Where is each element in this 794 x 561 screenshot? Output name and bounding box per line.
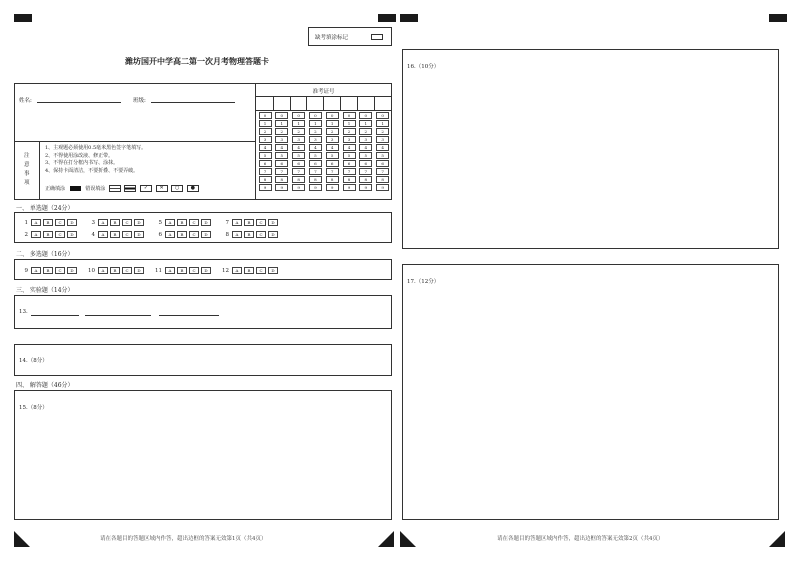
- q17-label: 17.（12分）: [407, 279, 440, 285]
- single-choice-option-bubble[interactable]: D: [268, 231, 278, 238]
- single-choice-option-bubble[interactable]: C: [189, 231, 199, 238]
- exam-id-digit-bubble[interactable]: 9: [259, 184, 272, 191]
- corner-triangle-bottom-center-right: [400, 531, 416, 547]
- exam-id-digit-bubble[interactable]: 9: [359, 184, 372, 191]
- exam-id-digit-bubble[interactable]: 3: [309, 136, 322, 143]
- exam-id-digit-bubble[interactable]: 3: [359, 136, 372, 143]
- wrong-fill-circle-icon: ○: [171, 185, 183, 192]
- single-choice-question-number: 3: [91, 219, 95, 226]
- multi-choice-option-bubble[interactable]: C: [55, 267, 65, 274]
- single-choice-option-bubble[interactable]: A: [98, 231, 108, 238]
- exam-id-write-divider: [357, 96, 358, 110]
- exam-id-digit-bubble[interactable]: 3: [275, 136, 288, 143]
- single-choice-option-bubble[interactable]: A: [31, 219, 41, 226]
- exam-id-digit-bubble[interactable]: 2: [309, 128, 322, 135]
- multi-choice-question: [220, 267, 280, 274]
- footer-page-2: 请在各题目的答题区域内作答，超出边框的答案无效第2页（共4页）: [497, 536, 664, 542]
- exam-id-digit-bubble[interactable]: 4: [259, 144, 272, 151]
- q16-answer-box[interactable]: [402, 49, 779, 249]
- exam-id-digit-bubble[interactable]: 8: [292, 176, 305, 183]
- corner-triangle-bottom-center-left: [378, 531, 394, 547]
- exam-id-digit-bubble[interactable]: 1: [292, 120, 305, 127]
- position-mark-top-center-left: [378, 14, 396, 22]
- exam-id-digit-bubble[interactable]: 4: [343, 144, 356, 151]
- exam-id-digit-bubble[interactable]: 7: [309, 168, 322, 175]
- single-choice-option-bubble[interactable]: C: [55, 231, 65, 238]
- exam-id-digit-bubble[interactable]: 6: [259, 160, 272, 167]
- exam-id-digit-bubble[interactable]: 6: [376, 160, 389, 167]
- q14-label: 14.（8分）: [19, 358, 48, 364]
- single-choice-option-bubble[interactable]: D: [134, 231, 144, 238]
- footer-page-1: 请在各题目的答题区域内作答，超出边框的答案无效第1页（共4页）: [100, 536, 267, 542]
- exam-id-digit-bubble[interactable]: 0: [259, 112, 272, 119]
- q16-label: 16.（10分）: [407, 64, 440, 70]
- section-multi-choice-heading: 二、 多选题（16分）: [16, 251, 74, 258]
- exam-id-digit-bubble[interactable]: 5: [275, 152, 288, 159]
- exam-id-digit-bubble[interactable]: 2: [259, 128, 272, 135]
- multi-choice-option-bubble[interactable]: B: [177, 267, 187, 274]
- exam-id-digit-bubble[interactable]: 2: [343, 128, 356, 135]
- single-choice-option-bubble[interactable]: B: [110, 231, 120, 238]
- exam-id-digit-bubble[interactable]: 9: [275, 184, 288, 191]
- single-choice-option-bubble[interactable]: C: [122, 219, 132, 226]
- exam-id-column: [374, 112, 392, 192]
- exam-id-digit-bubble[interactable]: 6: [275, 160, 288, 167]
- multi-choice-box: [14, 259, 392, 280]
- exam-id-digit-bubble[interactable]: 1: [376, 120, 389, 127]
- note-item: 3、不得在打分框内书写、涂抹。: [45, 160, 119, 166]
- exam-id-digit-bubble[interactable]: 4: [326, 144, 339, 151]
- section-single-choice-heading: 一、 单选题（24分）: [16, 205, 74, 212]
- single-choice-question: [220, 219, 280, 226]
- single-choice-option-bubble[interactable]: A: [98, 219, 108, 226]
- single-choice-option-bubble[interactable]: C: [55, 219, 65, 226]
- exam-id-digit-bubble[interactable]: 8: [343, 176, 356, 183]
- exam-id-digit-bubble[interactable]: 3: [343, 136, 356, 143]
- multi-choice-question-number: 9: [24, 267, 28, 274]
- exam-id-digit-bubble[interactable]: 6: [292, 160, 305, 167]
- multi-choice-question-number: 10: [88, 267, 95, 274]
- exam-id-digit-bubble[interactable]: 0: [292, 112, 305, 119]
- exam-id-digit-bubble[interactable]: 2: [326, 128, 339, 135]
- exam-id-digit-bubble[interactable]: 4: [292, 144, 305, 151]
- name-field[interactable]: [37, 96, 121, 103]
- exam-id-bubble-grid: [256, 112, 391, 198]
- notes-divider-v: [39, 141, 40, 199]
- q13-label: 13.: [19, 309, 28, 315]
- exam-id-digit-bubble[interactable]: 0: [275, 112, 288, 119]
- single-choice-option-bubble[interactable]: B: [110, 219, 120, 226]
- class-field[interactable]: [151, 96, 235, 103]
- single-choice-question-number: 7: [225, 219, 229, 226]
- single-choice-question-number: 8: [225, 231, 229, 238]
- exam-id-digit-bubble[interactable]: 8: [309, 176, 322, 183]
- correct-fill-sample: [70, 186, 81, 191]
- multi-choice-question: [19, 267, 79, 274]
- wrong-fill-check-icon: ✓: [140, 185, 152, 192]
- single-choice-option-bubble[interactable]: D: [201, 219, 211, 226]
- single-choice-question: [153, 219, 213, 226]
- exam-id-write-divider: [290, 96, 291, 110]
- exam-id-digit-bubble[interactable]: 7: [259, 168, 272, 175]
- class-label: 班级:: [133, 98, 146, 104]
- exam-id-digit-bubble[interactable]: 8: [259, 176, 272, 183]
- notes-side-label: [24, 152, 30, 188]
- name-label: 姓名:: [19, 98, 32, 104]
- single-choice-option-bubble[interactable]: D: [201, 231, 211, 238]
- single-choice-question: [19, 219, 79, 226]
- student-info-box: [14, 83, 392, 200]
- exam-id-digit-bubble[interactable]: 6: [343, 160, 356, 167]
- exam-id-digit-bubble[interactable]: 5: [309, 152, 322, 159]
- page-title: 潍坊国开中学高二第一次月考物理答题卡: [125, 56, 269, 66]
- exam-id-digit-bubble[interactable]: 8: [359, 176, 372, 183]
- section-answer-heading: 四、 解答题（46分）: [16, 382, 74, 389]
- exam-id-digit-bubble[interactable]: 1: [326, 120, 339, 127]
- corner-triangle-bottom-right: [769, 531, 785, 547]
- exam-id-digit-bubble[interactable]: 7: [359, 168, 372, 175]
- exam-id-digit-bubble[interactable]: 9: [292, 184, 305, 191]
- exam-id-digit-bubble[interactable]: 5: [326, 152, 339, 159]
- multi-choice-option-bubble[interactable]: A: [31, 267, 41, 274]
- single-choice-option-bubble[interactable]: B: [43, 231, 53, 238]
- exam-id-digit-bubble[interactable]: 9: [343, 184, 356, 191]
- exam-id-digit-bubble[interactable]: 7: [343, 168, 356, 175]
- section-experiment-heading: 三、 实验题（14分）: [16, 287, 74, 294]
- exam-id-column: [357, 112, 375, 192]
- absent-mark-box: [308, 27, 392, 46]
- absent-mark-label: 缺考填涂标记: [315, 35, 349, 41]
- exam-id-digit-bubble[interactable]: 3: [376, 136, 389, 143]
- multi-choice-question-number: 12: [222, 267, 229, 274]
- q13-blank-1[interactable]: [31, 310, 79, 316]
- single-choice-option-bubble[interactable]: A: [165, 219, 175, 226]
- exam-id-column: [290, 112, 308, 192]
- single-choice-question: [86, 231, 146, 238]
- q13-blank-2[interactable]: [85, 310, 151, 316]
- position-mark-top-right: [769, 14, 787, 22]
- exam-id-write-divider: [340, 96, 341, 110]
- exam-id-digit-bubble[interactable]: 3: [326, 136, 339, 143]
- notes-side-char: 项: [24, 180, 30, 186]
- exam-id-digit-bubble[interactable]: 2: [359, 128, 372, 135]
- q15-label: 15.（8分）: [19, 405, 48, 411]
- correct-fill-label: 正确填涂: [45, 186, 66, 192]
- multi-choice-option-bubble[interactable]: B: [43, 267, 53, 274]
- exam-id-digit-bubble[interactable]: 9: [326, 184, 339, 191]
- notes-side-char: 意: [24, 162, 30, 168]
- q14-answer-box[interactable]: [14, 344, 392, 376]
- single-choice-question-number: 2: [24, 231, 28, 238]
- exam-id-column: [256, 112, 274, 192]
- single-choice-option-bubble[interactable]: D: [134, 219, 144, 226]
- exam-id-digit-bubble[interactable]: 1: [275, 120, 288, 127]
- absent-mark-checkbox[interactable]: [371, 34, 383, 40]
- single-choice-row-2: [19, 231, 287, 238]
- exam-id-digit-bubble[interactable]: 9: [309, 184, 322, 191]
- multi-choice-option-bubble[interactable]: B: [110, 267, 120, 274]
- fill-example-row: [45, 185, 199, 192]
- exam-id-area: [256, 84, 391, 199]
- exam-id-digit-bubble[interactable]: 7: [326, 168, 339, 175]
- exam-id-digit-bubble[interactable]: 2: [275, 128, 288, 135]
- exam-id-column: [323, 112, 341, 192]
- multi-choice-option-bubble[interactable]: A: [98, 267, 108, 274]
- exam-id-digit-bubble[interactable]: 5: [259, 152, 272, 159]
- exam-id-column: [273, 112, 291, 192]
- note-item: 2、不得使用涂改液、修正带。: [45, 152, 114, 159]
- multi-choice-option-bubble[interactable]: D: [134, 267, 144, 274]
- exam-id-digit-bubble[interactable]: 1: [359, 120, 372, 127]
- exam-id-column: [306, 112, 324, 192]
- single-choice-question-number: 1: [24, 219, 28, 226]
- corner-triangle-bottom-left: [14, 531, 30, 547]
- multi-choice-option-bubble[interactable]: D: [201, 267, 211, 274]
- exam-id-digit-bubble[interactable]: 9: [376, 184, 389, 191]
- position-mark-top-center-right: [400, 14, 418, 22]
- notes-side-char: 注: [24, 153, 30, 159]
- multi-choice-option-bubble[interactable]: D: [67, 267, 77, 274]
- multi-choice-option-bubble[interactable]: C: [256, 267, 266, 274]
- exam-id-write-divider: [273, 96, 274, 110]
- exam-id-digit-bubble[interactable]: 0: [309, 112, 322, 119]
- single-choice-option-bubble[interactable]: C: [122, 231, 132, 238]
- exam-id-digit-bubble[interactable]: 2: [292, 128, 305, 135]
- multi-choice-question: [153, 267, 213, 274]
- multi-choice-option-bubble[interactable]: C: [122, 267, 132, 274]
- single-choice-question-number: 5: [158, 219, 162, 226]
- exam-id-digit-bubble[interactable]: 6: [326, 160, 339, 167]
- wrong-fill-cross-icon: ✕: [156, 185, 168, 192]
- wrong-fill-partial-icon: [109, 185, 121, 192]
- exam-id-column: [340, 112, 358, 192]
- multi-choice-option-bubble[interactable]: C: [189, 267, 199, 274]
- q13-blank-3[interactable]: [159, 310, 219, 316]
- single-choice-option-bubble[interactable]: D: [67, 231, 77, 238]
- note-item: 4、保持卡面清洁，不要折叠、不要弄破。: [45, 167, 139, 174]
- notes-list: [45, 145, 146, 175]
- exam-id-digit-bubble[interactable]: 6: [359, 160, 372, 167]
- single-choice-option-bubble[interactable]: A: [165, 231, 175, 238]
- exam-id-digit-bubble[interactable]: 4: [376, 144, 389, 151]
- exam-id-digit-bubble[interactable]: 5: [292, 152, 305, 159]
- exam-id-digit-bubble[interactable]: 7: [292, 168, 305, 175]
- single-choice-option-bubble[interactable]: C: [189, 219, 199, 226]
- exam-id-digit-bubble[interactable]: 5: [343, 152, 356, 159]
- single-choice-question: [153, 231, 213, 238]
- single-choice-option-bubble[interactable]: B: [244, 231, 254, 238]
- exam-id-digit-bubble[interactable]: 1: [309, 120, 322, 127]
- info-divider-h: [15, 141, 255, 142]
- exam-id-digit-bubble[interactable]: 0: [376, 112, 389, 119]
- multi-choice-option-bubble[interactable]: A: [232, 267, 242, 274]
- exam-id-digit-bubble[interactable]: 5: [359, 152, 372, 159]
- q13-answer-box[interactable]: [14, 295, 392, 329]
- position-mark-top-left: [14, 14, 32, 22]
- exam-id-digit-bubble[interactable]: 0: [326, 112, 339, 119]
- exam-id-digit-bubble[interactable]: 0: [343, 112, 356, 119]
- single-choice-option-bubble[interactable]: D: [268, 219, 278, 226]
- single-choice-question-number: 4: [91, 231, 95, 238]
- exam-id-digit-bubble[interactable]: 1: [259, 120, 272, 127]
- single-choice-option-bubble[interactable]: B: [43, 219, 53, 226]
- exam-id-write-row: [256, 110, 391, 111]
- multi-choice-row: [19, 267, 287, 274]
- multi-choice-question: [86, 267, 146, 274]
- exam-id-digit-bubble[interactable]: 4: [275, 144, 288, 151]
- exam-id-digit-bubble[interactable]: 4: [359, 144, 372, 151]
- exam-id-write-divider: [374, 96, 375, 110]
- single-choice-option-bubble[interactable]: A: [31, 231, 41, 238]
- multi-choice-option-bubble[interactable]: D: [268, 267, 278, 274]
- exam-id-digit-bubble[interactable]: 8: [275, 176, 288, 183]
- exam-id-label: 准考证号: [312, 89, 335, 95]
- exam-id-digit-bubble[interactable]: 6: [309, 160, 322, 167]
- multi-choice-question-number: 11: [155, 267, 162, 274]
- single-choice-box: [14, 212, 392, 243]
- wrong-fill-label: 错误填涂: [85, 186, 106, 192]
- single-choice-option-bubble[interactable]: C: [256, 219, 266, 226]
- q15-answer-box[interactable]: [14, 390, 392, 520]
- exam-id-digit-bubble[interactable]: 7: [275, 168, 288, 175]
- single-choice-question-number: 6: [158, 231, 162, 238]
- exam-id-digit-bubble[interactable]: 5: [376, 152, 389, 159]
- exam-id-write-divider: [323, 96, 324, 110]
- exam-id-digit-bubble[interactable]: 3: [292, 136, 305, 143]
- single-choice-option-bubble[interactable]: B: [177, 219, 187, 226]
- single-choice-option-bubble[interactable]: A: [232, 231, 242, 238]
- single-choice-row-1: [19, 219, 287, 226]
- exam-id-digit-bubble[interactable]: 0: [359, 112, 372, 119]
- exam-id-digit-bubble[interactable]: 8: [326, 176, 339, 183]
- exam-id-digit-bubble[interactable]: 1: [343, 120, 356, 127]
- notes-side-char: 事: [24, 171, 30, 177]
- single-choice-option-bubble[interactable]: A: [232, 219, 242, 226]
- single-choice-option-bubble[interactable]: B: [244, 219, 254, 226]
- multi-choice-option-bubble[interactable]: B: [244, 267, 254, 274]
- exam-id-digit-bubble[interactable]: 2: [376, 128, 389, 135]
- exam-id-write-divider: [306, 96, 307, 110]
- single-choice-option-bubble[interactable]: C: [256, 231, 266, 238]
- q17-answer-box[interactable]: [402, 264, 779, 520]
- note-item: 1、主观题必须使用0.5毫米黑色签字笔填写。: [45, 145, 147, 151]
- exam-id-digit-bubble[interactable]: 3: [259, 136, 272, 143]
- single-choice-option-bubble[interactable]: D: [67, 219, 77, 226]
- wrong-fill-dot-icon: ●: [187, 185, 199, 192]
- multi-choice-option-bubble[interactable]: A: [165, 267, 175, 274]
- exam-id-digit-bubble[interactable]: 8: [376, 176, 389, 183]
- single-choice-question: [19, 231, 79, 238]
- single-choice-option-bubble[interactable]: B: [177, 231, 187, 238]
- wrong-fill-bar-icon: [124, 185, 136, 192]
- single-choice-question: [86, 219, 146, 226]
- exam-id-digit-bubble[interactable]: 7: [376, 168, 389, 175]
- single-choice-question: [220, 231, 280, 238]
- exam-id-digit-bubble[interactable]: 4: [309, 144, 322, 151]
